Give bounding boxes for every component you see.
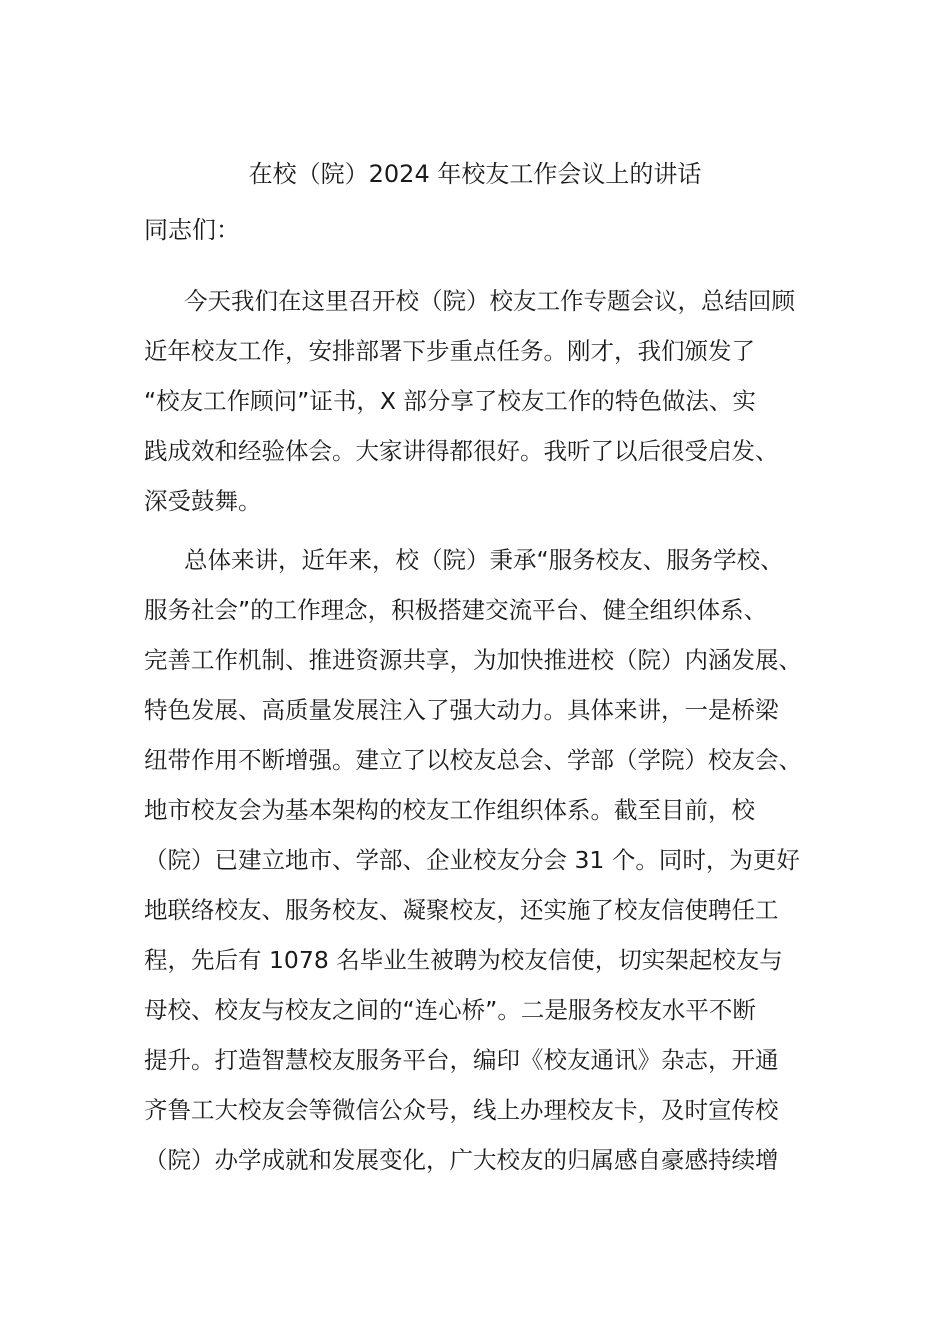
document-title: 在校（院）2024 年校友工作会议上的讲话: [248, 160, 702, 188]
paragraph-line: 程，先后有 1078 名毕业生被聘为校友信使，切实架起校友与: [144, 946, 783, 974]
paragraph-line: 提升。打造智慧校友服务平台，编印《校友通讯》杂志，开通: [144, 1046, 779, 1074]
paragraph-line: 践成效和经验体会。大家讲得都很好。我听了以后很受启发、: [144, 437, 779, 465]
paragraph-line: 纽带作用不断增强。建立了以校友总会、学部（学院）校友会、: [144, 746, 802, 774]
paragraph-line: 地市校友会为基本架构的校友工作组织体系。截至目前，校: [144, 796, 755, 824]
paragraph-line: 地联络校友、服务校友、凝聚校友，还实施了校友信使聘任工: [144, 896, 779, 924]
salutation: 同志们：: [144, 216, 240, 244]
paragraph-line: 特色发展、高质量发展注入了强大动力。具体来讲，一是桥梁: [144, 696, 779, 724]
paragraph-line: 完善工作机制、推进资源共享，为加快推进校（院）内涵发展、: [144, 646, 802, 674]
paragraph-line: 深受鼓舞。: [144, 487, 262, 515]
paragraph-line: 齐鲁工大校友会等微信公众号，线上办理校友卡，及时宣传校: [144, 1096, 779, 1124]
paragraph-line: 总体来讲，近年来，校（院）秉承“服务校友、服务学校、: [184, 546, 784, 574]
paragraph-line: 近年校友工作，安排部署下步重点任务。刚才，我们颁发了: [144, 337, 755, 365]
paragraph-line: 母校、校友与校友之间的“连心桥”。二是服务校友水平不断: [144, 996, 756, 1024]
paragraph-line: （院）已建立地市、学部、企业校友分会 31 个。同时，为更好: [144, 846, 800, 874]
paragraph-line: “校友工作顾问”证书，X 部分享了校友工作的特色做法、实: [144, 387, 756, 415]
paragraph-1: [144, 276, 806, 526]
paragraph-line: 今天我们在这里召开校（院）校友工作专题会议，总结回顾: [184, 287, 795, 315]
paragraph-line: （院）办学成就和发展变化，广大校友的归属感自豪感持续增: [144, 1146, 779, 1174]
paragraph-2: [144, 535, 806, 1185]
paragraph-line: 服务社会”的工作理念，积极搭建交流平台、健全组织体系、: [144, 596, 768, 624]
